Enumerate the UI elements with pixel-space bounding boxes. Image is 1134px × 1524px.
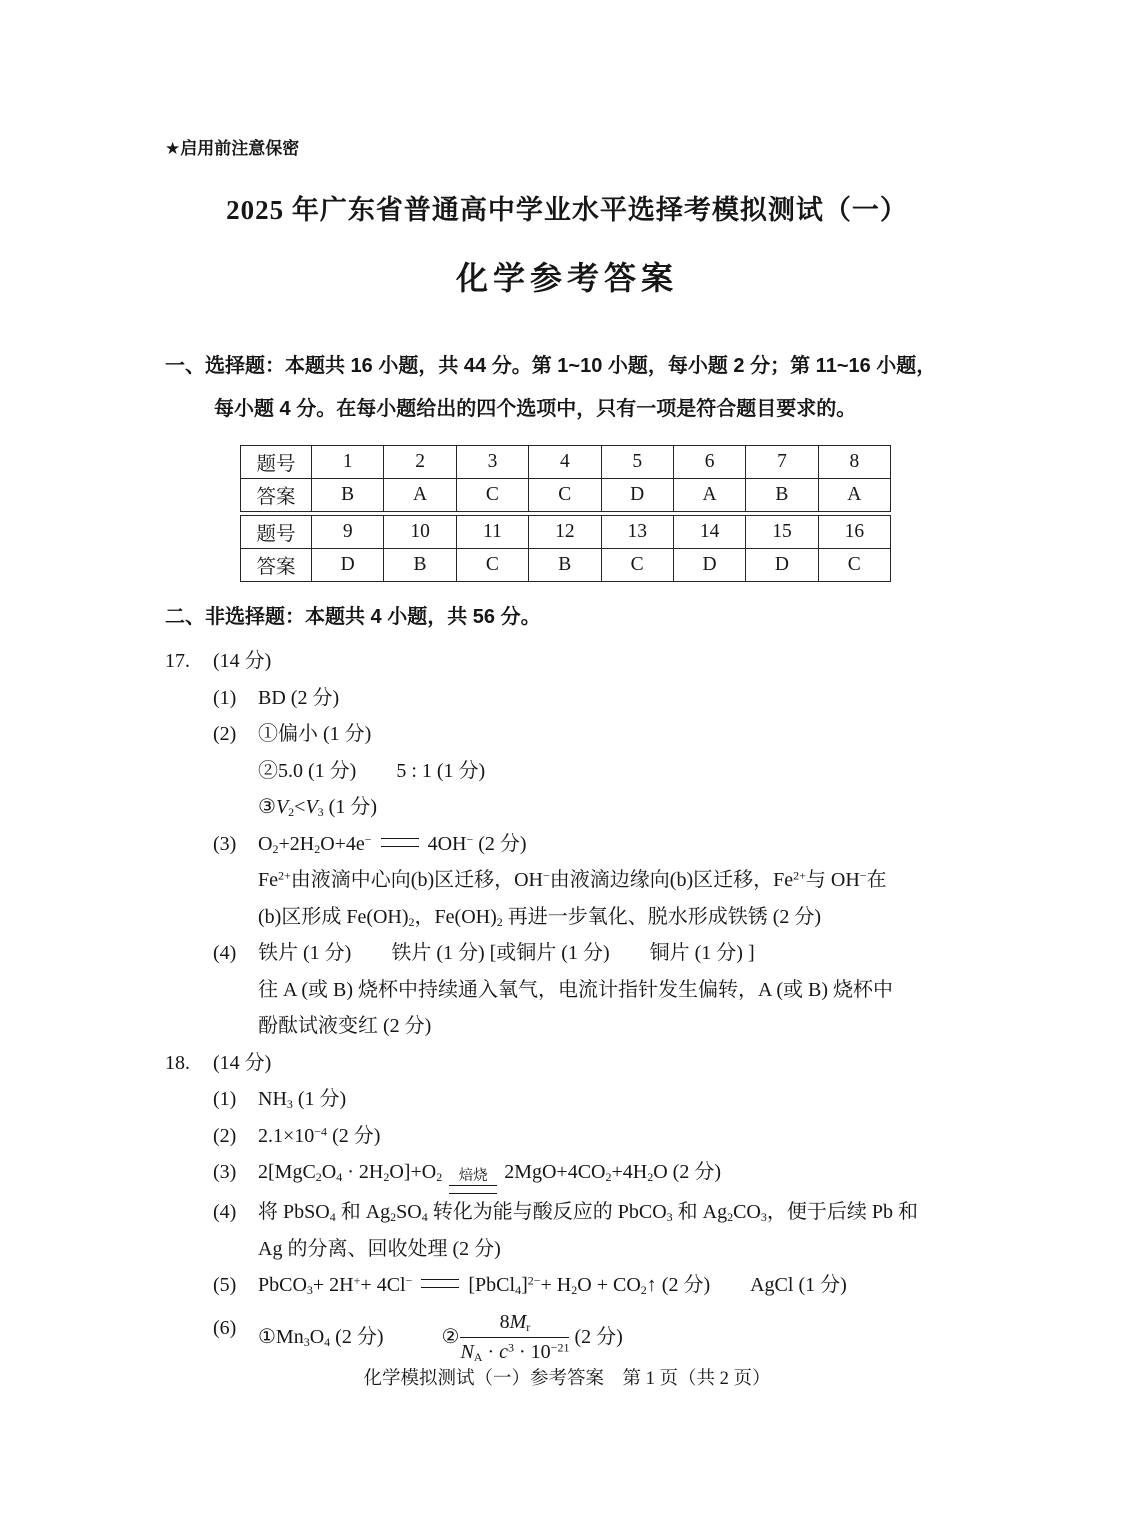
equation-rhs: [PbCl$_4$]$^{2-}$+ $H_2O$ + $CO_2↑$ (2 分) AgCl (1 分) bbox=[468, 1273, 847, 1297]
question-number-row bbox=[241, 446, 891, 479]
row-label: 题号 bbox=[241, 516, 312, 549]
question-18 bbox=[165, 1045, 994, 1365]
frq-section-heading: 二、非选择题：本题共 4 小题，共 56 分。 bbox=[165, 606, 541, 628]
answers-body bbox=[165, 643, 994, 1365]
q18-part-6 bbox=[213, 1310, 994, 1365]
question-number: 17. bbox=[165, 650, 190, 672]
table-cell: D bbox=[673, 549, 745, 582]
table-cell: 4 bbox=[529, 446, 601, 479]
answer-row bbox=[241, 549, 891, 582]
answer-line: $③V_2<V_3$ (1 分) bbox=[258, 796, 377, 819]
fraction-denominator: $N_A \cdot c^3 \cdot 10^{-21}$ bbox=[460, 1339, 570, 1364]
row-label: 答案 bbox=[241, 549, 312, 582]
answer-line: $Fe^{2+}$由液滴中心向(b)区迁移，OH−由液滴边缘向(b)区迁移，$Fe^{2+}$与 OH−在 bbox=[258, 868, 887, 891]
row-label: 题号 bbox=[241, 446, 312, 479]
answer-line: 铁片 (1 分) 铁片 (1 分) [或铜片 (1 分) 铜片 (1 分) ] bbox=[258, 942, 755, 964]
equation-lhs: $2[MgC_2O_4 \cdot 2H_2O]+O_2$ bbox=[258, 1161, 443, 1184]
answer-line: $NH_3$ (1 分) bbox=[258, 1088, 347, 1111]
answer-line: $2.1\times 10^{-4}$ (2 分) bbox=[258, 1123, 381, 1147]
q17-part-1 bbox=[213, 680, 994, 717]
reaction-condition-equals bbox=[449, 1168, 497, 1194]
q17-part-3 bbox=[213, 826, 994, 936]
answer-line bbox=[258, 1310, 994, 1365]
answer-item-1: $①Mn_3O_4$ (2 分) bbox=[258, 1325, 384, 1349]
table-cell: C bbox=[818, 549, 890, 582]
equation-lhs: PbCO$_3$+ 2H++ 4Cl− bbox=[258, 1273, 413, 1297]
part-number: (5) bbox=[213, 1274, 237, 1296]
choice-heading-line1: 一、选择题：本题共 16 小题，共 44 分。第 1~10 小题，每小题 2 分；第 11~16 小题， bbox=[165, 355, 937, 377]
table-cell: B bbox=[312, 479, 384, 512]
table-cell: C bbox=[456, 479, 528, 512]
table-cell: A bbox=[384, 479, 456, 512]
part-number: (2) bbox=[213, 1124, 237, 1147]
answer-line: 往 A (或 B) 烧杯中持续通入氧气，电流计指针发生偏转，A (或 B) 烧杯中 bbox=[258, 978, 893, 1001]
answer-table-9-16 bbox=[240, 515, 891, 582]
table-cell: A bbox=[818, 479, 890, 512]
table-cell: 8 bbox=[818, 446, 890, 479]
table-cell: 11 bbox=[456, 516, 528, 549]
table-cell: A bbox=[673, 479, 745, 512]
document-title: 2025 年广东省普通高中学业水平选择考模拟测试（一） bbox=[226, 195, 908, 225]
part-number: (2) bbox=[213, 723, 237, 745]
equation-lhs: $O_2+2H_2O+4e^-$ bbox=[258, 831, 372, 856]
table-cell: D bbox=[601, 479, 673, 512]
table-cell: 2 bbox=[384, 446, 456, 479]
table-cell: C bbox=[529, 479, 601, 512]
question-number: 18. bbox=[165, 1051, 190, 1074]
part-number: (6) bbox=[213, 1316, 237, 1339]
q17-part-2 bbox=[213, 716, 994, 826]
question-17 bbox=[165, 643, 994, 1045]
answer-item-2-score: (2 分) bbox=[574, 1325, 623, 1348]
part-number: (1) bbox=[213, 686, 237, 709]
table-cell: 5 bbox=[601, 446, 673, 479]
table-cell: B bbox=[384, 549, 456, 582]
answer-line: BD (2 分) bbox=[258, 686, 340, 709]
table-cell: 14 bbox=[673, 516, 745, 549]
table-cell: 13 bbox=[601, 516, 673, 549]
choice-section-heading bbox=[165, 345, 994, 431]
table-cell: 9 bbox=[312, 516, 384, 549]
equation-rhs: $2MgO+4CO_2+4H_2O$ (2 分) bbox=[504, 1161, 721, 1184]
q18-part-2 bbox=[213, 1118, 994, 1155]
equation-line bbox=[258, 826, 994, 863]
q18-part-3 bbox=[213, 1154, 994, 1194]
answer-line: 酚酞试液变红 (2 分) bbox=[258, 1015, 432, 1037]
equation-line bbox=[258, 1154, 994, 1194]
subject-heading: 化学参考答案 bbox=[455, 260, 678, 296]
part-number: (3) bbox=[213, 832, 237, 855]
equation-line bbox=[258, 1267, 994, 1304]
answer-line: (b)区形成 $Fe(OH)_2$，$Fe(OH)_2$ 再进一步氧化、脱水形成铁锈 (2 分) bbox=[258, 905, 822, 929]
table-cell: 3 bbox=[456, 446, 528, 479]
table-cell: 12 bbox=[529, 516, 601, 549]
page-footer: 化学模拟测试（一）参考答案 第 1 页（共 2 页） bbox=[363, 1369, 771, 1389]
choice-heading-line2: 每小题 4 分。在每小题给出的四个选项中，只有一项是符合题目要求的。 bbox=[214, 398, 857, 420]
fraction-numerator: $8M_r$ bbox=[460, 1310, 569, 1338]
row-label: 答案 bbox=[241, 479, 312, 512]
double-equals-sign bbox=[381, 838, 419, 847]
security-notice: ★启用前注意保密 bbox=[165, 139, 300, 158]
question-score: (14 分) bbox=[213, 650, 272, 672]
circled-2-marker: ② bbox=[441, 1325, 460, 1348]
table-cell: D bbox=[746, 549, 818, 582]
table-cell: 15 bbox=[746, 516, 818, 549]
table-cell: B bbox=[746, 479, 818, 512]
q17-part-4 bbox=[213, 935, 994, 1045]
answer-table-1-8 bbox=[240, 445, 891, 512]
part-number: (4) bbox=[213, 1201, 237, 1223]
question-score: (14 分) bbox=[213, 1051, 272, 1074]
table-cell: C bbox=[601, 549, 673, 582]
question-number-row bbox=[241, 516, 891, 549]
double-equals-sign bbox=[449, 1185, 497, 1194]
table-cell: 6 bbox=[673, 446, 745, 479]
table-cell: B bbox=[529, 549, 601, 582]
q18-part-5 bbox=[213, 1267, 994, 1304]
table-cell: 7 bbox=[746, 446, 818, 479]
answer-line: 将 PbSO$_4$ 和 $Ag_2SO_4$ 转化为能与酸反应的 PbCO$_3$ 和 $Ag_2CO_3$，便于后续 Pb 和 bbox=[258, 1201, 919, 1224]
reaction-condition-label: 焙烧 bbox=[458, 1168, 488, 1184]
double-equals-sign bbox=[421, 1279, 459, 1288]
answer-table-block bbox=[240, 445, 891, 582]
table-cell: 1 bbox=[312, 446, 384, 479]
equation-rhs: 4OH− (2 分) bbox=[427, 831, 527, 855]
part-number: (4) bbox=[213, 942, 237, 964]
table-cell: D bbox=[312, 549, 384, 582]
part-number: (3) bbox=[213, 1161, 237, 1183]
part-number: (1) bbox=[213, 1088, 237, 1110]
q18-part-4 bbox=[213, 1194, 994, 1267]
q18-part-1 bbox=[213, 1081, 994, 1118]
table-cell: 10 bbox=[384, 516, 456, 549]
answer-line: ②5.0 (1 分) 5 : 1 (1 分) bbox=[258, 759, 486, 782]
answer-row bbox=[241, 479, 891, 512]
answer-line: Ag 的分离、回收处理 (2 分) bbox=[258, 1237, 501, 1260]
table-cell: 16 bbox=[818, 516, 890, 549]
table-cell: C bbox=[456, 549, 528, 582]
answer-line: ①偏小 (1 分) bbox=[258, 723, 372, 745]
fraction-expression bbox=[460, 1310, 569, 1365]
